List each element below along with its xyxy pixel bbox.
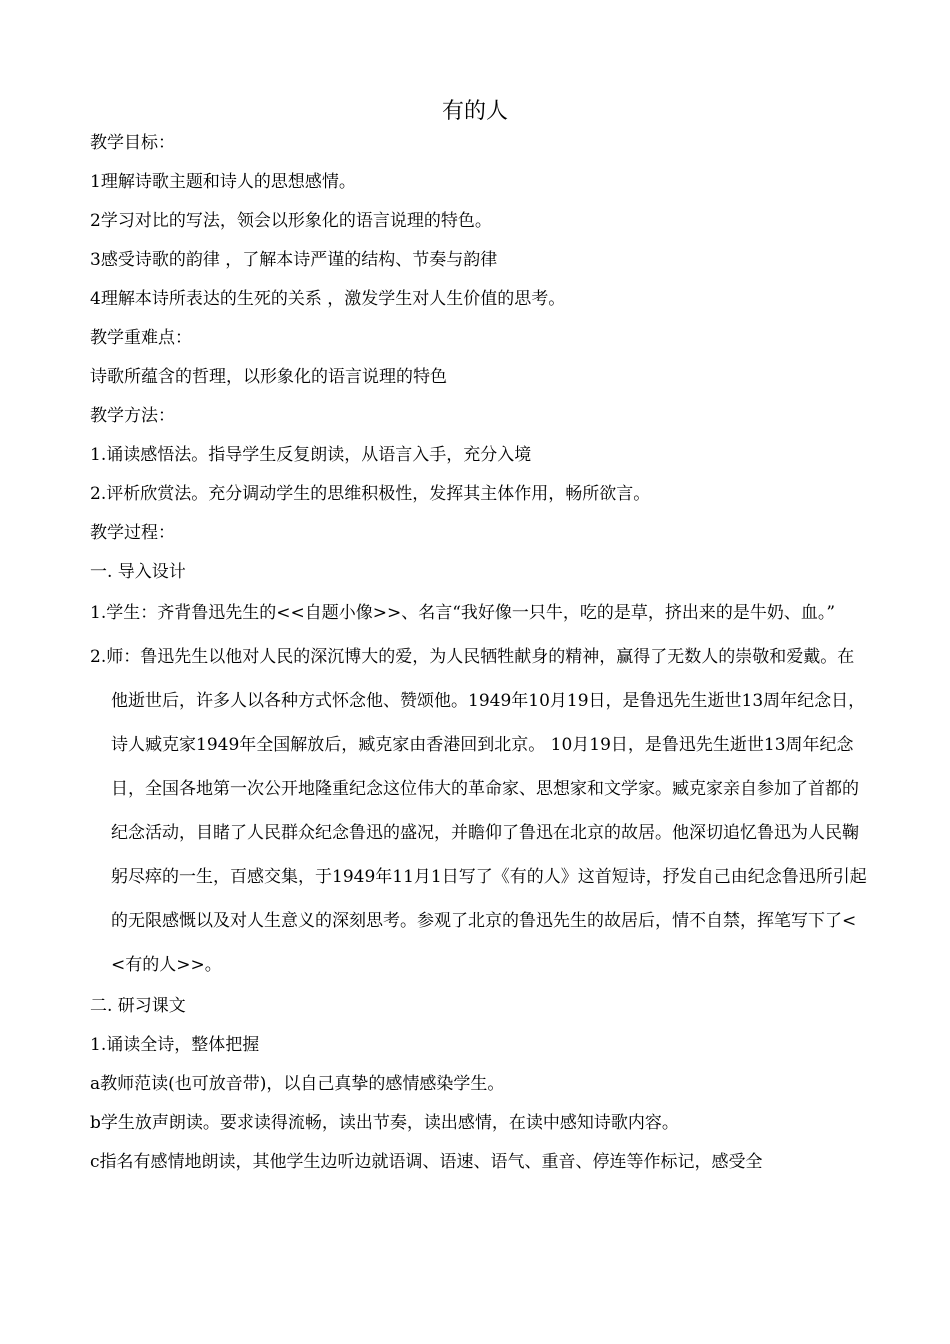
objective-item: 1理解诗歌主题和诗人的思想感情。 xyxy=(90,172,356,192)
part2-heading: 二. 研习课文 xyxy=(90,996,186,1016)
part1-item-1: 1.学生：齐背鲁迅先生的<<自题小像>>、名言“我好像一只牛，吃的是草，挤出来的是牛奶、血。” xyxy=(90,603,836,623)
part2-subitem-a: a教师范读(也可放音带)，以自己真挚的感情感染学生。 xyxy=(90,1074,505,1094)
objective-item: 2学习对比的写法，领会以形象化的语言说理的特色。 xyxy=(90,211,492,231)
process-heading: 教学过程： xyxy=(90,523,175,543)
key-points-heading: 教学重难点： xyxy=(90,328,192,348)
objective-item: 4理解本诗所表达的生死的关系 ，激发学生对人生价值的思考。 xyxy=(90,289,566,309)
part2-item-1: 1.诵读全诗，整体把握 xyxy=(90,1035,260,1055)
part1-heading: 一. 导入设计 xyxy=(90,562,186,582)
objective-item: 3感受诗歌的韵律 ，了解本诗严谨的结构、节奏与韵律 xyxy=(90,250,498,270)
document-body xyxy=(90,124,870,1182)
method-item: 1.诵读感悟法。指导学生反复朗读，从语言入手，充分入境 xyxy=(90,445,532,465)
document-title: 有的人 xyxy=(441,99,508,124)
part2-subitem-b: b学生放声朗读。要求读得流畅，读出节奏，读出感情，在读中感知诗歌内容。 xyxy=(90,1113,679,1133)
part1-item-2: 2.师：鲁迅先生以他对人民的深沉博大的爱，为人民牺牲献身的精神，赢得了无数人的崇敬和爱戴。在他逝世后，许多人以各种方式怀念他、赞颂他。1949年10月19日，是鲁迅先生逝世13周年纪念日，诗人臧克家1949年全国解放后，臧克家由香港回到北京。 10月19日，是鲁迅先生逝世13周年纪念日，全国各地第一次公开地隆重纪念这位伟大的革命家、思想家和文学家。臧克家亲自参加了首都的纪念活动，目睹了人民群众纪念鲁迅的盛况，并瞻仰了鲁迅在北京的故居。他深切追忆鲁迅为人民鞠躬尽瘁的一生，百感交集，于1949年11月1日写了《有的人》这首短诗，抒发自己由纪念鲁迅所引起的无限感慨以及对人生意义的深刻思考。参观了北京的鲁迅先生的故居后，情不自禁，挥笔写下了<<有的人>>。 xyxy=(90,647,867,975)
methods-heading: 教学方法： xyxy=(90,406,175,426)
part2-subitem-c: c指名有感情地朗读，其他学生边听边就语调、语速、语气、重音、停连等作标记，感受全 xyxy=(90,1152,763,1172)
objectives-heading: 教学目标： xyxy=(90,133,175,153)
method-item: 2.评析欣赏法。充分调动学生的思维积极性，发挥其主体作用，畅所欲言。 xyxy=(90,484,651,504)
key-points-text: 诗歌所蕴含的哲理，以形象化的语言说理的特色 xyxy=(90,367,447,387)
